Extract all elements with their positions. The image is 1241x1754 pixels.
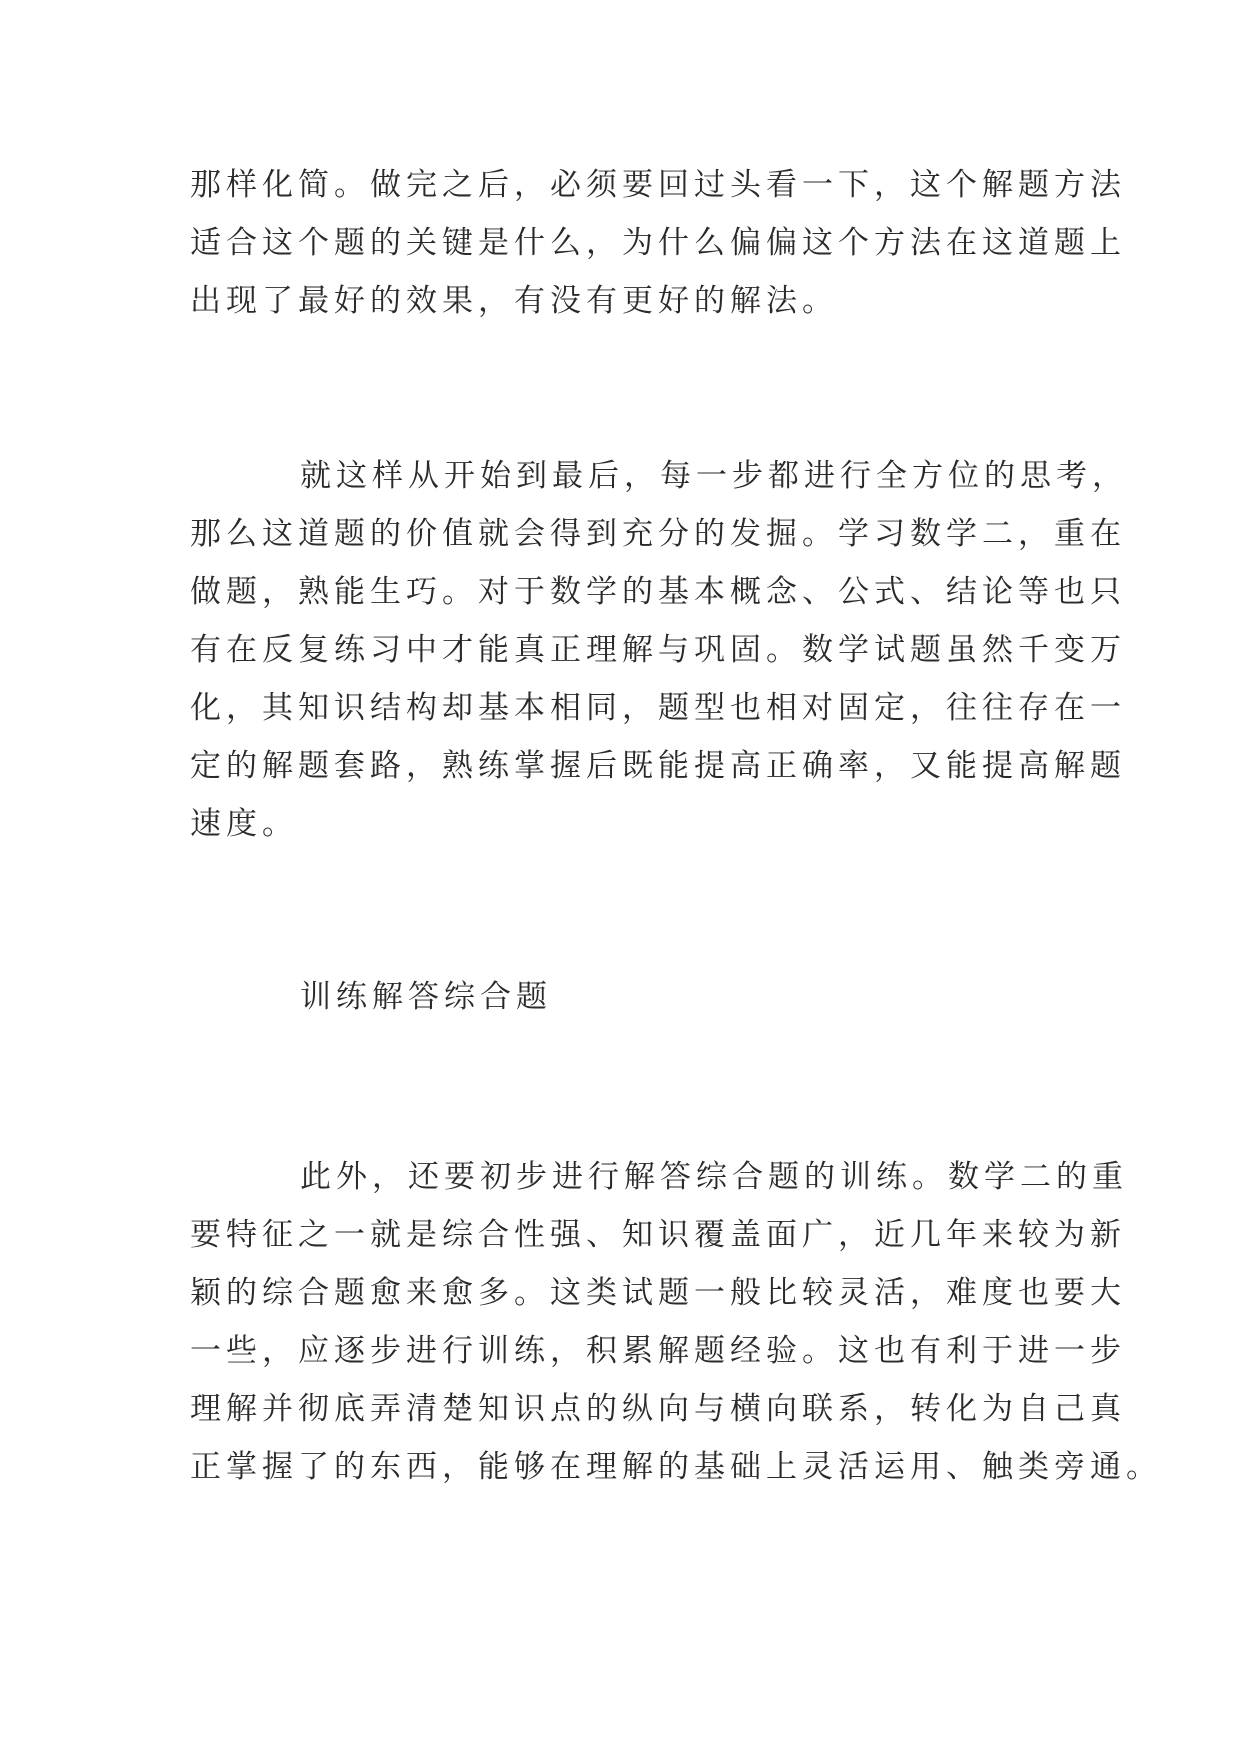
text-line: 那样化简。做完之后，必须要回过头看一下，这个解题方法 bbox=[190, 167, 1126, 203]
text-line: 一些，应逐步进行训练，积累解题经验。这也有利于进一步 bbox=[190, 1333, 1126, 1369]
text-line: 此外，还要初步进行解答综合题的训练。数学二的重 bbox=[300, 1159, 1128, 1195]
paragraph-comprehensive-training bbox=[190, 1148, 1162, 1496]
text-line: 要特征之一就是综合性强、知识覆盖面广，近几年来较为新 bbox=[190, 1217, 1126, 1253]
text-line: 理解并彻底弄清楚知识点的纵向与横向联系，转化为自己真 bbox=[190, 1391, 1126, 1427]
text-line: 有在反复练习中才能真正理解与巩固。数学试题虽然千变万 bbox=[190, 632, 1126, 668]
text-line: 出现了最好的效果，有没有更好的解法。 bbox=[190, 283, 838, 319]
text-line: 做题，熟能生巧。对于数学的基本概念、公式、结论等也只 bbox=[190, 574, 1126, 610]
text-line: 定的解题套路，熟练掌握后既能提高正确率，又能提高解题 bbox=[190, 748, 1126, 784]
text-line: 就这样从开始到最后，每一步都进行全方位的思考， bbox=[300, 458, 1128, 494]
paragraph-step-by-step bbox=[190, 447, 1128, 853]
text-line: 适合这个题的关键是什么，为什么偏偏这个方法在这道题上 bbox=[190, 225, 1126, 261]
text-line: 正掌握了的东西，能够在理解的基础上灵活运用、触类旁通。 bbox=[190, 1449, 1162, 1485]
section-heading bbox=[190, 968, 1070, 1026]
text-line: 颖的综合题愈来愈多。这类试题一般比较灵活，难度也要大 bbox=[190, 1275, 1126, 1311]
text-line: 那么这道题的价值就会得到充分的发掘。学习数学二，重在 bbox=[190, 516, 1126, 552]
paragraph-continued bbox=[190, 156, 1126, 330]
text-line: 化，其知识结构却基本相同，题型也相对固定，往往存在一 bbox=[190, 690, 1126, 726]
heading-text: 训练解答综合题 bbox=[300, 979, 552, 1015]
text-line: 速度。 bbox=[190, 806, 298, 842]
